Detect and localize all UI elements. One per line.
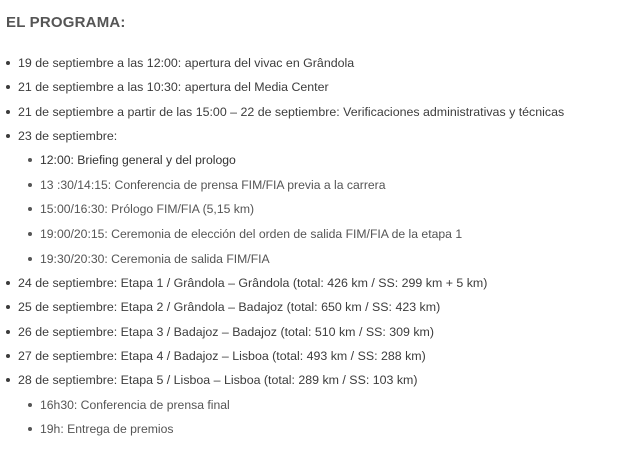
list-item <box>6 100 620 124</box>
list-item-text: 25 de septiembre: Etapa 2 / Grândola – Badajoz (total: 650 km / SS: 423 km) <box>18 300 441 315</box>
sub-list-item <box>24 417 620 442</box>
sub-list-item-text: 16h30: Conferencia de prensa final <box>40 397 230 412</box>
program-list <box>6 51 620 442</box>
list-item <box>6 295 620 319</box>
list-item-text: 19 de septiembre a las 12:00: apertura del vivac en Grândola <box>18 56 355 70</box>
sub-list-item <box>24 197 620 222</box>
list-item <box>6 344 620 368</box>
list-item <box>6 368 620 441</box>
program-heading: EL PROGRAMA: <box>6 14 126 31</box>
sub-list-item-text: 12:00: Briefing general y del prologo <box>40 153 236 168</box>
list-item-text: 23 de septiembre: <box>18 128 118 143</box>
sub-list-item-text: 19:30/20:30: Ceremonia de salida FIM/FIA <box>40 251 270 266</box>
sub-list-item-text: 13 :30/14:15: Conferencia de prensa FIM/FIA previa a la carrera <box>40 177 386 192</box>
sub-list-item <box>24 222 620 247</box>
list-item <box>6 75 620 99</box>
list-item-text: 21 de septiembre a partir de las 15:00 – 22 de septiembre: Verificaciones administrativas y técnicas <box>18 104 565 119</box>
list-item <box>6 271 620 295</box>
list-item <box>6 320 620 344</box>
sub-list-23-september <box>24 148 620 271</box>
list-item-text: 27 de septiembre: Etapa 4 / Badajoz – Lisboa (total: 493 km / SS: 288 km) <box>18 349 426 364</box>
sub-list-item-text: 19:00/20:15: Ceremonia de elección del orden de salida FIM/FIA de la etapa 1 <box>40 226 463 241</box>
list-item-text: 28 de septiembre: Etapa 5 / Lisboa – Lisboa (total: 289 km / SS: 103 km) <box>18 373 418 388</box>
list-item-text: 24 de septiembre: Etapa 1 / Grândola – Grândola (total: 426 km / SS: 299 km + 5 km) <box>18 276 488 291</box>
sub-list-item <box>24 148 620 173</box>
list-item <box>6 51 620 75</box>
list-item <box>6 124 620 271</box>
sub-list-item <box>24 393 620 418</box>
list-item-text: 21 de septiembre a las 10:30: apertura del Media Center <box>18 80 329 95</box>
sub-list-item-text: 15:00/16:30: Prólogo FIM/FIA (5,15 km) <box>40 202 255 217</box>
sub-list-item <box>24 247 620 272</box>
list-item-text: 26 de septiembre: Etapa 3 / Badajoz – Badajoz (total: 510 km / SS: 309 km) <box>18 324 435 339</box>
sub-list-item-text: 19h: Entrega de premios <box>40 422 174 437</box>
sub-list-item <box>24 173 620 198</box>
sub-list-28-september <box>24 393 620 442</box>
